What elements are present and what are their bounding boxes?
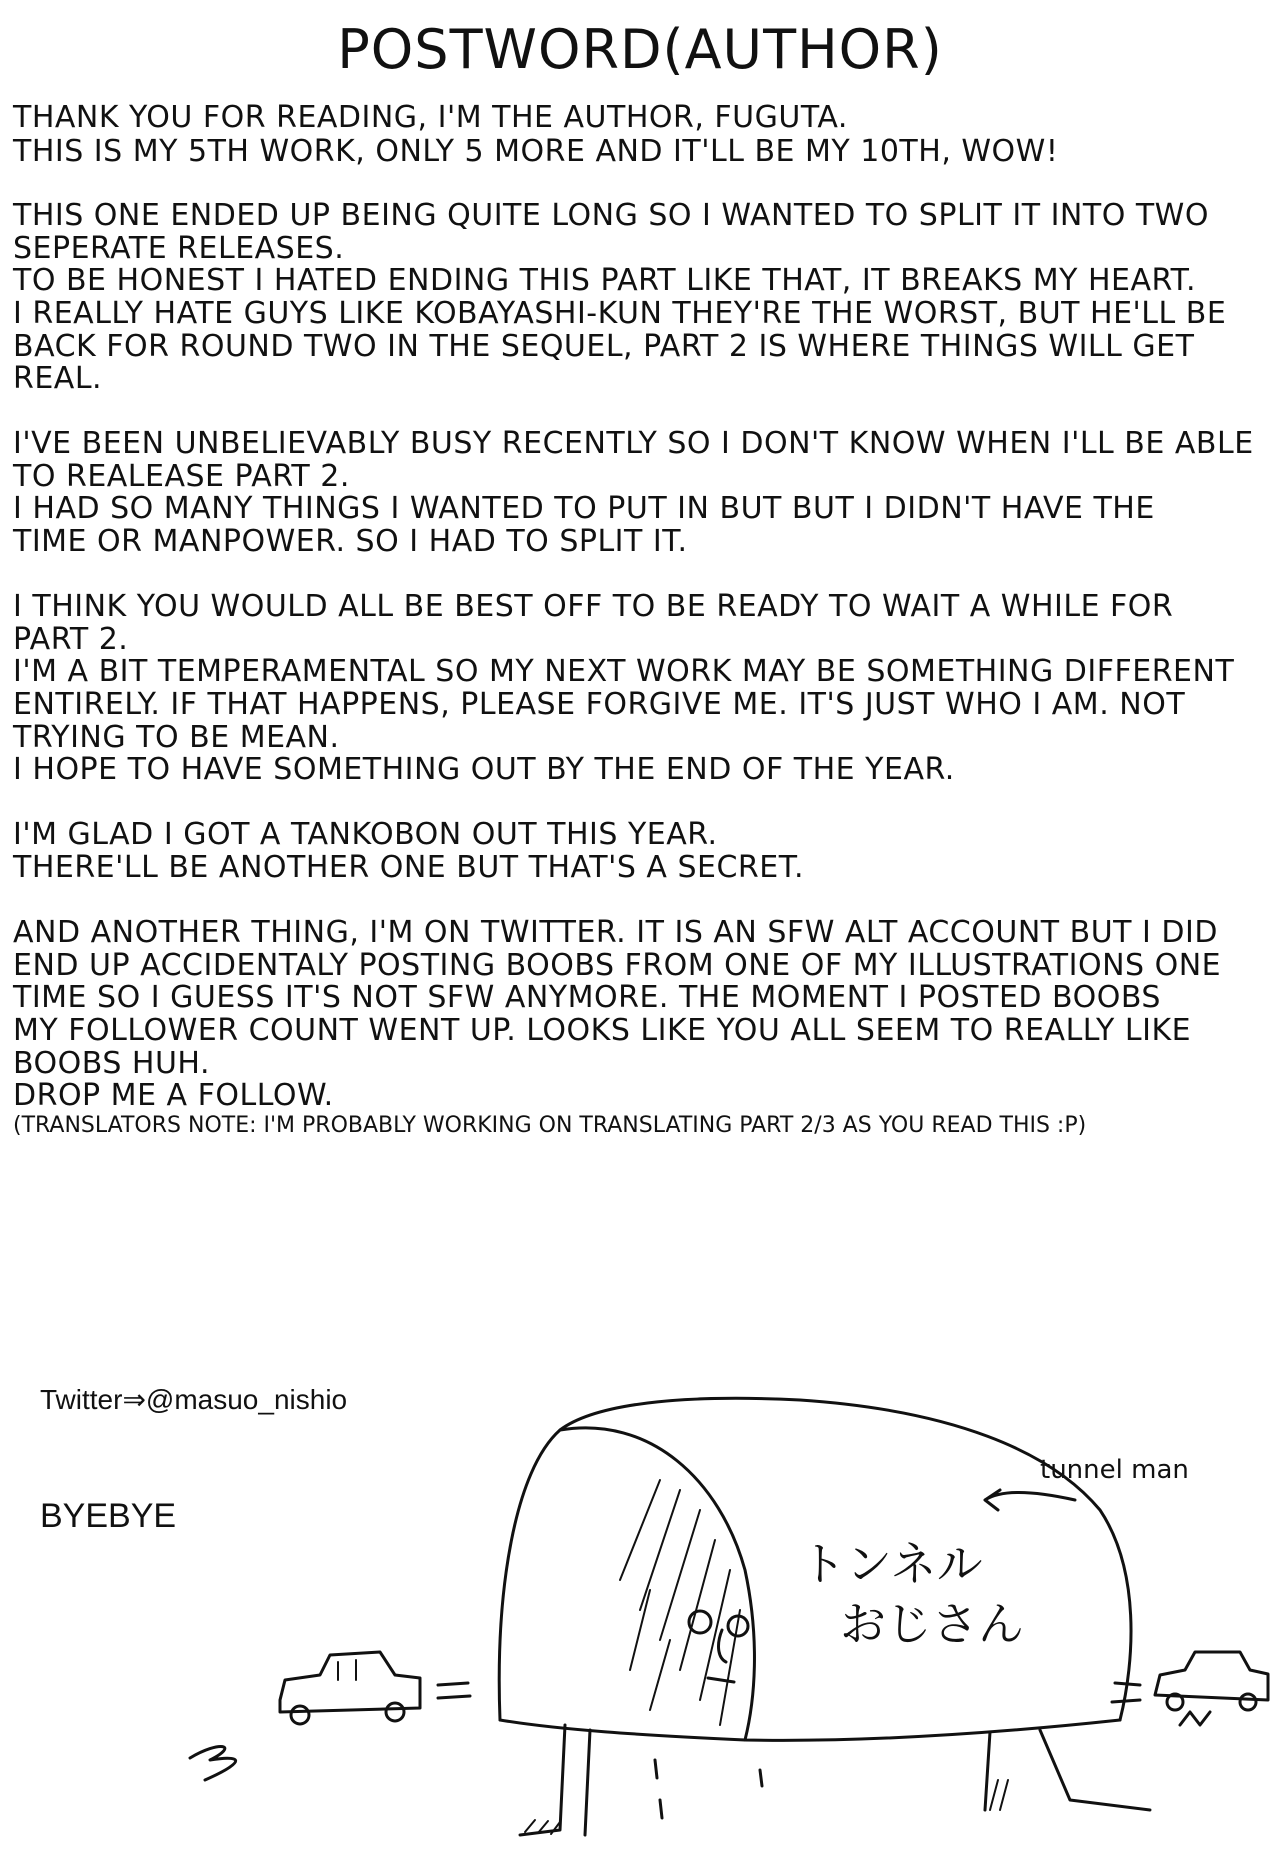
right-car-scribble	[1180, 1712, 1210, 1725]
tunnel-man-leg-right	[1040, 1730, 1150, 1810]
car-left-window	[338, 1660, 356, 1680]
text-line-6: I REALLY HATE GUYS LIKE KOBAYASHI-KUN THEY'RE THE WORST, BUT HE'LL BE	[13, 296, 1227, 331]
text-line-10: TO REALEASE PART 2.	[13, 459, 350, 494]
text-line-7: BACK FOR ROUND TWO IN THE SEQUEL, PART 2 IS WHERE THINGS WILL GET	[13, 329, 1195, 364]
text-line-19: I'M GLAD I GOT A TANKOBON OUT THIS YEAR.	[13, 817, 718, 852]
text-line-12: TIME OR MANPOWER. SO I HAD TO SPLIT IT.	[13, 524, 688, 559]
text-line-3: THIS ONE ENDED UP BEING QUITE LONG SO I WANTED TO SPLIT IT INTO TWO	[13, 198, 1209, 233]
tunnel-man-mouth	[708, 1678, 734, 1682]
text-line-5: TO BE HONEST I HATED ENDING THIS PART LIKE THAT, IT BREAKS MY HEART.	[13, 263, 1196, 298]
text-line-21: AND ANOTHER THING, I'M ON TWITTER. IT IS AN SFW ALT ACCOUNT BUT I DID	[13, 915, 1218, 950]
shoe-hatching	[525, 1780, 1008, 1834]
tunnel-man-leg-left	[520, 1725, 565, 1835]
caption-japanese-line1: トンネル	[800, 1537, 983, 1591]
text-line-18: I HOPE TO HAVE SOMETHING OUT BY THE END OF THE YEAR.	[13, 752, 955, 787]
text-line-22: END UP ACCIDENTALY POSTING BOOBS FROM ONE OF MY ILLUSTRATIONS ONE	[13, 948, 1222, 983]
text-line-11: I HAD SO MANY THINGS I WANTED TO PUT IN BUT BUT I DIDN'T HAVE THE	[13, 491, 1155, 526]
text-line-14: PART 2.	[13, 622, 129, 657]
text-line-25: BOOBS HUH.	[13, 1046, 210, 1081]
goodbye-text: BYEBYE	[40, 1497, 177, 1535]
text-line-15: I'M A BIT TEMPERAMENTAL SO MY NEXT WORK MAY BE SOMETHING DIFFERENT	[13, 654, 1235, 689]
car-right-wheel-front	[1240, 1694, 1256, 1710]
caption-arrow	[985, 1490, 1075, 1510]
car-right	[1155, 1652, 1268, 1700]
tunnel-man-leg-left-inner	[585, 1730, 590, 1835]
exhaust-scribble	[190, 1746, 236, 1780]
text-line-24: MY FOLLOWER COUNT WENT UP. LOOKS LIKE YOU ALL SEEM TO REALLY LIKE	[13, 1013, 1192, 1048]
caption-english: tunnel man	[1040, 1455, 1189, 1485]
text-line-13: I THINK YOU WOULD ALL BE BEST OFF TO BE READY TO WAIT A WHILE FOR	[13, 589, 1174, 624]
text-line-16: ENTIRELY. IF THAT HAPPENS, PLEASE FORGIVE ME. IT'S JUST WHO I AM. NOT	[13, 687, 1186, 722]
car-left-wheel-front	[386, 1703, 404, 1721]
twitter-handle: Twitter⇒@masuo_nishio	[40, 1384, 348, 1415]
text-line-17: TRYING TO BE MEAN.	[13, 720, 340, 755]
text-line-1: THANK YOU FOR READING, I'M THE AUTHOR, FUGUTA.	[13, 100, 848, 135]
text-line-26: DROP ME A FOLLOW.	[13, 1078, 334, 1113]
speed-lines-left-car	[438, 1683, 470, 1698]
text-line-23: TIME SO I GUESS IT'S NOT SFW ANYMORE. THE MOMENT I POSTED BOOBS	[13, 980, 1161, 1015]
text-line-8: REAL.	[13, 361, 103, 396]
tunnel-man-sketch	[0, 1340, 1280, 1851]
road-markings	[655, 1760, 762, 1818]
tunnel-man-nose	[719, 1630, 726, 1662]
text-line-9: I'VE BEEN UNBELIEVABLY BUSY RECENTLY SO I DON'T KNOW WHEN I'LL BE ABLE	[13, 426, 1254, 461]
tunnel-bottom	[500, 1720, 1120, 1740]
text-line-2: THIS IS MY 5TH WORK, ONLY 5 MORE AND IT'LL BE MY 10TH, WOW!	[13, 134, 1059, 169]
translator-note: (TRANSLATORS NOTE: I'M PROBABLY WORKING ON TRANSLATING PART 2/3 AS YOU READ THIS :P)	[13, 1113, 1087, 1138]
tunnel-man-leg-right-inner	[985, 1732, 990, 1810]
text-line-4: SEPERATE RELEASES.	[13, 231, 345, 266]
page-title: POSTWORD(AUTHOR)	[337, 18, 943, 81]
caption-japanese-line2: おじさん	[840, 1597, 1024, 1651]
car-left-wheel-rear	[291, 1706, 309, 1724]
text-line-20: THERE'LL BE ANOTHER ONE BUT THAT'S A SECRET.	[13, 850, 804, 885]
